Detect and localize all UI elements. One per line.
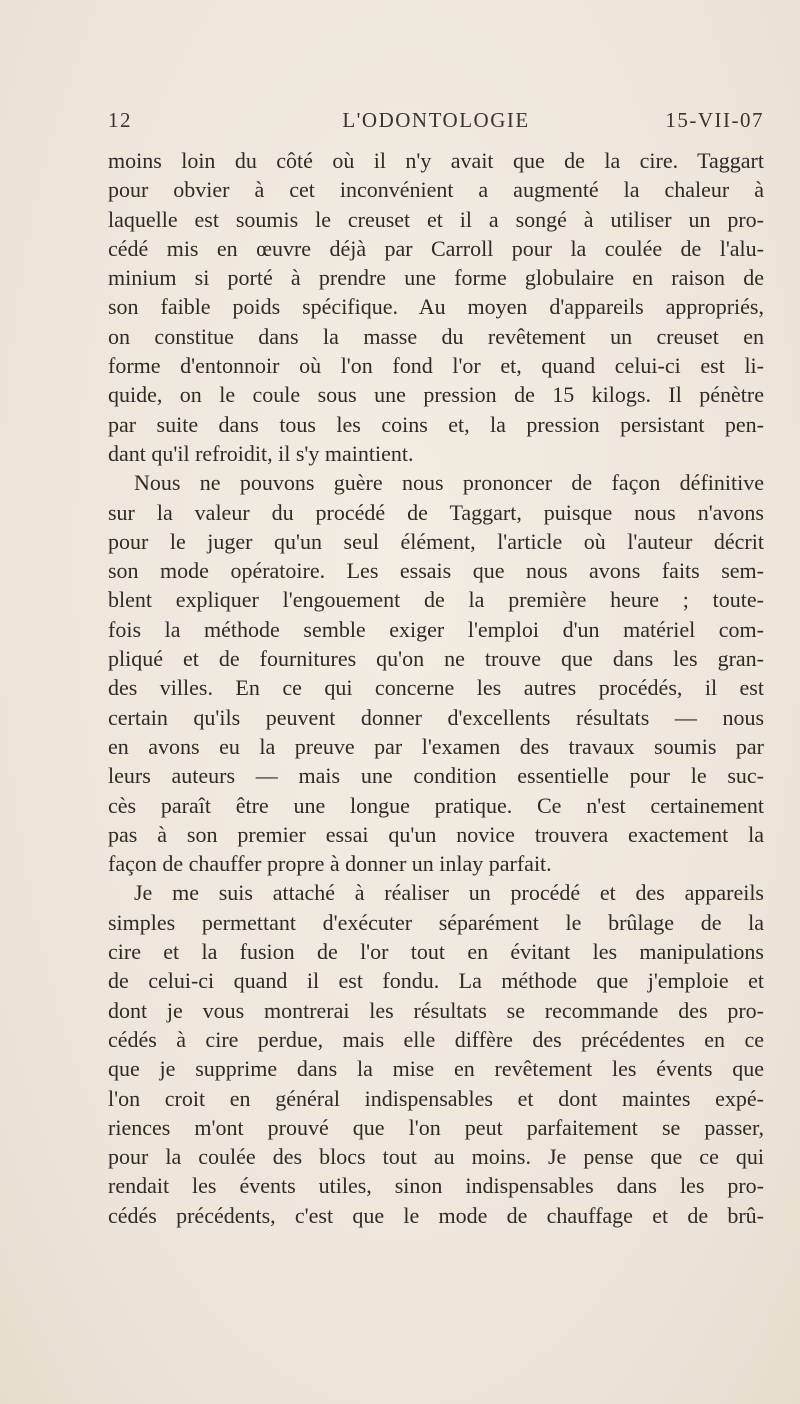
text-line: on constitue dans la masse du revêtement un creuset en xyxy=(108,323,764,349)
text-line: son mode opératoire. Les essais que nous avons faits sem- xyxy=(108,558,764,584)
text-line: quide, on le coule sous une pression de 15 kilogs. Il pénètre xyxy=(108,382,764,408)
text-line: l'on croit en général indispensables et dont maintes expé- xyxy=(108,1085,764,1111)
issue-date: 15-VII-07 xyxy=(665,108,764,132)
text-line: blent expliquer l'engouement de la première heure ; toute- xyxy=(108,587,764,613)
body-text xyxy=(108,146,764,1230)
paragraph xyxy=(108,146,764,468)
text-line: rendait les évents utiles, sinon indispensables dans les pro- xyxy=(108,1173,764,1199)
text-line: de celui-ci quand il est fondu. La méthode que j'emploie et xyxy=(108,968,764,994)
text-line: cédés à cire perdue, mais elle diffère des précédentes en ce xyxy=(108,1026,764,1052)
text-line: pour le juger qu'un seul élément, l'article où l'auteur décrit xyxy=(108,528,764,554)
running-title: L'ODONTOLOGIE xyxy=(342,108,530,132)
text-line: pas à son premier essai qu'un novice trouvera exactement la xyxy=(108,821,764,847)
text-line: dont je vous montrerai les résultats se recommande des pro- xyxy=(108,997,764,1023)
text-line: pour la coulée des blocs tout au moins. Je pense que ce qui xyxy=(108,1144,764,1170)
text-line: cès paraît être une longue pratique. Ce n'est certainement xyxy=(108,792,764,818)
text-line: dant qu'il refroidit, il s'y maintient. xyxy=(108,440,414,466)
text-line: laquelle est soumis le creuset et il a songé à utiliser un pro- xyxy=(108,206,764,232)
text-line: façon de chauffer propre à donner un inlay parfait. xyxy=(108,851,552,877)
text-line: son faible poids spécifique. Au moyen d'appareils appropriés, xyxy=(108,294,764,320)
text-line: cédés précédents, c'est que le mode de chauffage et de brû- xyxy=(108,1202,764,1228)
text-line: moins loin du côté où il n'y avait que de la cire. Taggart xyxy=(108,148,764,173)
text-line: cédé mis en œuvre déjà par Carroll pour la coulée de l'alu- xyxy=(108,235,764,261)
page-number: 12 xyxy=(108,108,132,132)
text-line: pour obvier à cet inconvénient a augmenté la chaleur à xyxy=(108,177,764,203)
text-line: pliqué et de fournitures qu'on ne trouve que dans les gran- xyxy=(108,646,764,672)
text-line: minium si porté à prendre une forme globulaire en raison de xyxy=(108,265,764,291)
text-line: riences m'ont prouvé que l'on peut parfaitement se passer, xyxy=(108,1114,764,1140)
text-line: certain qu'ils peuvent donner d'excellents résultats — nous xyxy=(108,704,764,730)
text-line: cire et la fusion de l'or tout en évitant les manipulations xyxy=(108,939,764,965)
text-line: Je me suis attaché à réaliser un procédé et des appareils xyxy=(134,880,764,906)
page-header xyxy=(108,108,764,138)
text-line: leurs auteurs — mais une condition essentielle pour le suc- xyxy=(108,763,764,789)
text-line: simples permettant d'exécuter séparément le brûlage de la xyxy=(108,909,764,935)
text-line: sur la valeur du procédé de Taggart, puisque nous n'avons xyxy=(108,499,764,525)
text-line: que je supprime dans la mise en revêtement les évents que xyxy=(108,1056,764,1082)
paragraph xyxy=(108,878,764,1230)
text-line: fois la méthode semble exiger l'emploi d'un matériel com- xyxy=(108,616,764,642)
paragraph xyxy=(108,468,764,878)
text-line: en avons eu la preuve par l'examen des travaux soumis par xyxy=(108,733,764,759)
text-line: par suite dans tous les coins et, la pression persistant pen- xyxy=(108,411,764,437)
text-line: Nous ne pouvons guère nous prononcer de façon définitive xyxy=(134,470,764,496)
text-line: forme d'entonnoir où l'on fond l'or et, quand celui-ci est li- xyxy=(108,353,764,379)
text-line: des villes. En ce qui concerne les autres procédés, il est xyxy=(108,675,764,701)
